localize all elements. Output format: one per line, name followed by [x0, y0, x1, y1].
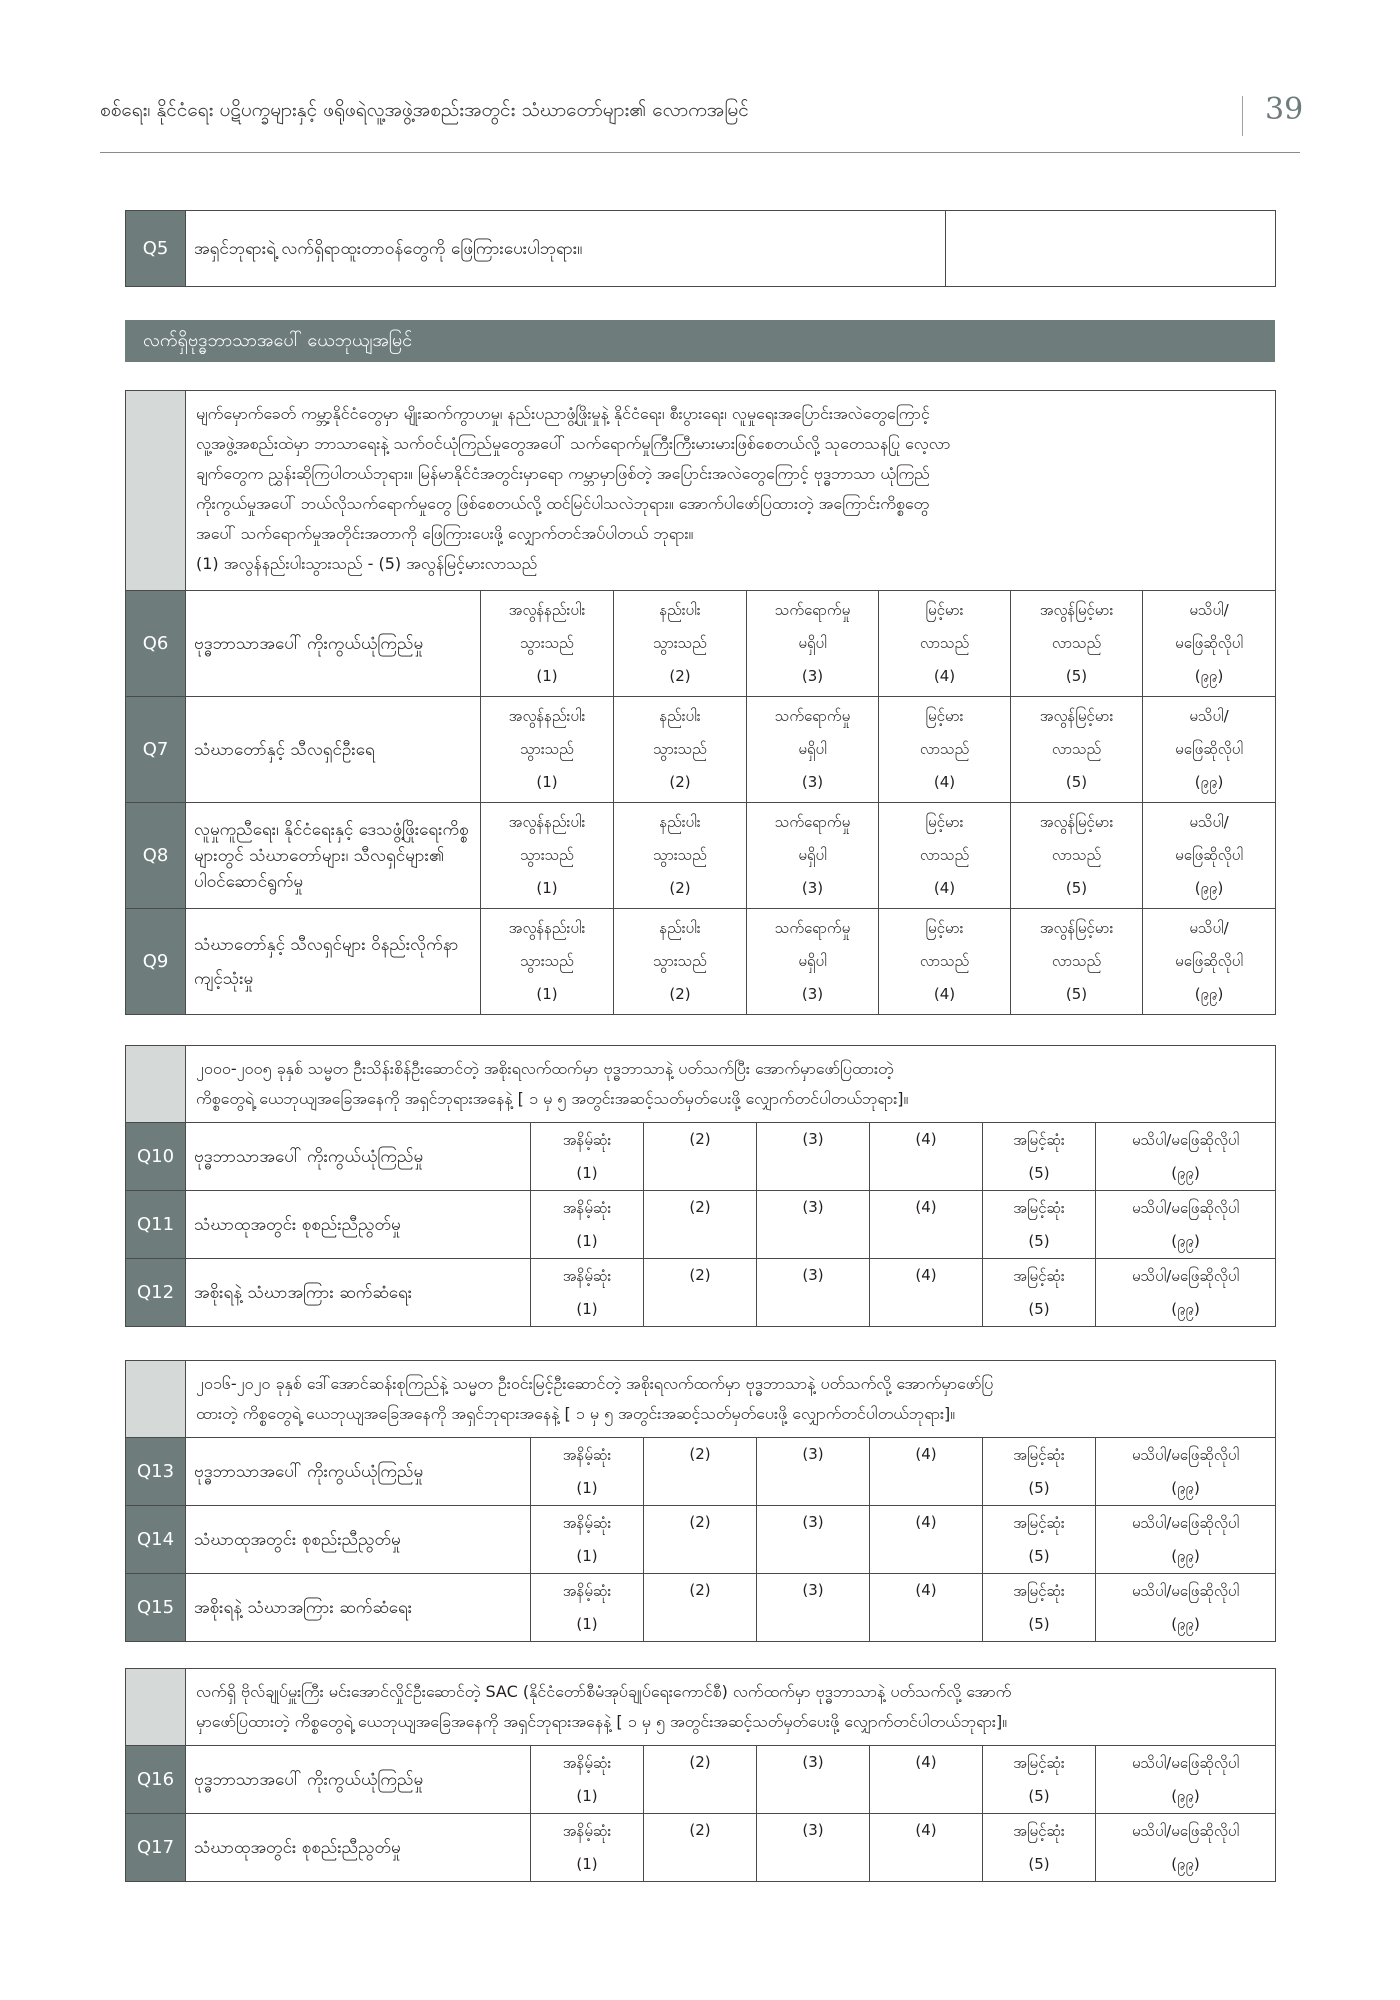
trend-table: [125, 390, 1276, 1015]
option-cell[interactable]: အလွန်မြင့်မား လာသည် (5): [1011, 909, 1143, 1015]
question-id: Q10: [126, 1123, 186, 1191]
question-text: ဗုဒ္ဓဘာသာအပေါ် ကိုးကွယ်ယုံကြည်မှု: [186, 591, 481, 697]
option-cell[interactable]: အလွန်မြင့်မား လာသည် (5): [1011, 803, 1143, 909]
question-text: သံဃာထုအတွင်း စုစည်းညီညွတ်မှု: [186, 1814, 531, 1882]
option-cell[interactable]: မသိပါ/မဖြေဆိုလိုပါ (၉၉): [1096, 1746, 1276, 1814]
intro-line: အပေါ် သက်ရောက်မှုအတိုင်းအတာကို ဖြေကြားပေးဖို့ လျှောက်တင်အပ်ပါတယ် ဘုရား။: [196, 524, 694, 543]
question-id: Q14: [126, 1506, 186, 1574]
intro-line: မှာဖော်ပြထားတဲ့ ကိစ္စတွေရဲ့ ယေဘုယျအခြေအနေကို အရှင်ဘုရားအနေနဲ့ [ ၁ မှ ၅ အတွင်းအဆင့်သတ်မှတ်ပေးဖို့ လျှောက်တင်ပါတယ်ဘုရား]။: [196, 1712, 1008, 1731]
question-id: Q11: [126, 1191, 186, 1259]
intro-line: (1) အလွန်နည်းပါးသွားသည် - (5) အလွန်မြင့်မားလာသည်: [196, 554, 538, 573]
option-cell[interactable]: မသိပါ/ မဖြေဆိုလိုပါ (၉၉): [1143, 697, 1276, 803]
option-cell[interactable]: (4): [870, 1191, 983, 1259]
option-cell[interactable]: မသိပါ/မဖြေဆိုလိုပါ (၉၉): [1096, 1574, 1276, 1642]
option-cell[interactable]: အမြင့်ဆုံး (5): [983, 1746, 1096, 1814]
intro-line: ၂၀၁၆-၂၀၂၀ ခုနှစ် ဒေါ်အောင်ဆန်းစုကြည်နဲ့ သမ္မတ ဦးဝင်းမြင့်ဦးဆောင်တဲ့ အစိုးရလက်ထက်မှာ ဗုဒ္ဓဘာသာနဲ့ ပတ်သက်လို့ အောက်မှာဖော်ပြ: [196, 1374, 994, 1393]
option-cell[interactable]: မသိပါ/မဖြေဆိုလိုပါ (၉၉): [1096, 1814, 1276, 1882]
option-cell[interactable]: အလွန်နည်းပါး သွားသည် (1): [481, 697, 614, 803]
option-cell[interactable]: (3): [757, 1438, 870, 1506]
intro-line: ကိစ္စတွေရဲ့ ယေဘုယျအခြေအနေကို အရှင်ဘုရားအနေနဲ့ [ ၁ မှ ၅ အတွင်းအဆင့်သတ်မှတ်ပေးဖို့ လျှောက်တင်ပါတယ်ဘုရား]။: [196, 1089, 909, 1108]
option-cell[interactable]: မသိပါ/မဖြေဆိုလိုပါ (၉၉): [1096, 1259, 1276, 1327]
question-id: Q15: [126, 1574, 186, 1642]
option-cell[interactable]: မသိပါ/မဖြေဆိုလိုပါ (၉၉): [1096, 1123, 1276, 1191]
intro-line: ၂၀၀၀-၂၀၀၅ ခုနှစ် သမ္မတ ဦးသိန်းစိန်ဦးဆောင်တဲ့ အစိုးရလက်ထက်မှာ ဗုဒ္ဓဘာသာနဲ့ ပတ်သက်ပြီး အောက်မှာဖော်ပြထားတဲ့: [196, 1059, 894, 1078]
option-cell[interactable]: (3): [757, 1123, 870, 1191]
page-number: 39: [1265, 92, 1304, 127]
option-cell[interactable]: (2): [644, 1259, 757, 1327]
option-cell[interactable]: (2): [644, 1814, 757, 1882]
question-text: လူမှုကူညီရေး၊ နိုင်ငံရေးနှင့် ဒေသဖွံ့ဖြိုးရေးကိစ္စများတွင် သံဃာတော်များ၊ သီလရှင်များ၏ ပါဝင်ဆောင်ရွက်မှု: [186, 803, 481, 909]
period3-table: [125, 1668, 1276, 1882]
intro-line: ချက်တွေက ညွှန်းဆိုကြပါတယ်ဘုရား။ မြန်မာနိုင်ငံအတွင်းမှာရော ကမ္ဘာမှာဖြစ်တဲ့ အပြောင်းအလဲတွေကြောင့် ဗုဒ္ဓဘာသာ ယုံကြည်: [196, 464, 930, 483]
answer-field[interactable]: [946, 211, 1276, 287]
question-text: အစိုးရနဲ့ သံဃာအကြား ဆက်ဆံရေး: [186, 1574, 531, 1642]
option-cell[interactable]: သက်ရောက်မှု မရှိပါ (3): [747, 909, 879, 1015]
option-cell[interactable]: (4): [870, 1746, 983, 1814]
option-cell[interactable]: (4): [870, 1259, 983, 1327]
intro-line: လူ့အဖွဲ့အစည်းထဲမှာ ဘာသာရေးနဲ့ သက်ဝင်ယုံကြည်မှုတွေအပေါ် သက်ရောက်မှုကြီးကြီးမားမားဖြစ်စေတယ်လို့ သုတေသနပြု လေ့လာ: [196, 434, 951, 453]
header-divider: [1242, 96, 1243, 136]
question-id: Q12: [126, 1259, 186, 1327]
option-cell[interactable]: အနိမ့်ဆုံး (1): [531, 1438, 644, 1506]
option-cell[interactable]: မသိပါ/ မဖြေဆိုလိုပါ (၉၉): [1143, 591, 1276, 697]
option-cell[interactable]: မြင့်မား လာသည် (4): [879, 803, 1011, 909]
question-text: အစိုးရနဲ့ သံဃာအကြား ဆက်ဆံရေး: [186, 1259, 531, 1327]
running-title: စစ်ရေး၊ နိုင်ငံရေး ပဋိပက္ခများနှင့် ဖရိုဖရဲလူ့အဖွဲ့အစည်းအတွင်း သံဃာတော်များ၏ လောကအမြင်: [100, 99, 749, 121]
option-cell[interactable]: အမြင့်ဆုံး (5): [983, 1506, 1096, 1574]
option-cell[interactable]: (2): [644, 1746, 757, 1814]
option-cell[interactable]: အမြင့်ဆုံး (5): [983, 1814, 1096, 1882]
intro-spacer: [126, 1046, 186, 1123]
option-cell[interactable]: နည်းပါး သွားသည် (2): [614, 909, 747, 1015]
option-cell[interactable]: အလွန်မြင့်မား လာသည် (5): [1011, 697, 1143, 803]
option-cell[interactable]: (4): [870, 1814, 983, 1882]
option-cell[interactable]: အနိမ့်ဆုံး (1): [531, 1123, 644, 1191]
option-cell[interactable]: အလွန်နည်းပါး သွားသည် (1): [481, 591, 614, 697]
option-cell[interactable]: အနိမ့်ဆုံး (1): [531, 1746, 644, 1814]
option-cell[interactable]: (2): [644, 1191, 757, 1259]
intro-spacer: [126, 1669, 186, 1746]
option-cell[interactable]: အလွန်နည်းပါး သွားသည် (1): [481, 909, 614, 1015]
question-text: သံဃာတော်နှင့် သီလရှင်များ ဝိနည်းလိုက်နာကျင့်သုံးမှု: [186, 909, 481, 1015]
option-cell[interactable]: အနိမ့်ဆုံး (1): [531, 1574, 644, 1642]
option-cell[interactable]: သက်ရောက်မှု မရှိပါ (3): [747, 591, 879, 697]
option-cell[interactable]: နည်းပါး သွားသည် (2): [614, 697, 747, 803]
option-cell[interactable]: နည်းပါး သွားသည် (2): [614, 803, 747, 909]
section-heading: လက်ရှိဗုဒ္ဓဘာသာအပေါ် ယေဘုယျအမြင်: [125, 320, 1275, 362]
option-cell[interactable]: (3): [757, 1746, 870, 1814]
option-cell[interactable]: အနိမ့်ဆုံး (1): [531, 1814, 644, 1882]
option-cell[interactable]: (4): [870, 1438, 983, 1506]
intro-line: လက်ရှိ ဗိုလ်ချုပ်မှူးကြီး မင်းအောင်လှိုင်ဦးဆောင်တဲ့ SAC (နိုင်ငံတော်စီမံအုပ်ချုပ်ရေးကောင်စီ) လက်ထက်မှာ ဗုဒ္ဓဘာသာနဲ့ ပတ်သက်လို့ အောက်: [196, 1682, 1012, 1701]
page-header: [100, 92, 1304, 153]
question-text: ဗုဒ္ဓဘာသာအပေါ် ကိုးကွယ်ယုံကြည်မှု: [186, 1123, 531, 1191]
intro-line: ကိုးကွယ်မှုအပေါ် ဘယ်လိုသက်ရောက်မှုတွေ ဖြစ်စေတယ်လို့ ထင်မြင်ပါသလဲဘုရား။ အောက်ပါဖော်ပြထားတဲ့ အကြောင်းကိစ္စတွေ: [196, 494, 930, 513]
question-text: သံဃာထုအတွင်း စုစည်းညီညွတ်မှု: [186, 1506, 531, 1574]
option-cell[interactable]: နည်းပါး သွားသည် (2): [614, 591, 747, 697]
option-cell[interactable]: အနိမ့်ဆုံး (1): [531, 1259, 644, 1327]
option-cell[interactable]: (2): [644, 1506, 757, 1574]
question-text: အရှင်ဘုရားရဲ့ လက်ရှိရာထူးတာဝန်တွေကို ဖြေကြားပေးပါဘုရား။: [186, 211, 946, 287]
option-cell[interactable]: သက်ရောက်မှု မရှိပါ (3): [747, 803, 879, 909]
intro-spacer: [126, 1361, 186, 1438]
period1-table: [125, 1045, 1276, 1327]
intro-line: ထားတဲ့ ကိစ္စတွေရဲ့ ယေဘုယျအခြေအနေကို အရှင်ဘုရားအနေနဲ့ [ ၁ မှ ၅ အတွင်းအဆင့်သတ်မှတ်ပေးဖို့ လျှောက်တင်ပါတယ်ဘုရား]။: [196, 1404, 956, 1423]
option-cell[interactable]: (4): [870, 1123, 983, 1191]
option-cell[interactable]: (3): [757, 1506, 870, 1574]
option-cell[interactable]: မြင့်မား လာသည် (4): [879, 591, 1011, 697]
question-id: Q7: [126, 697, 186, 803]
question-text: ဗုဒ္ဓဘာသာအပေါ် ကိုးကွယ်ယုံကြည်မှု: [186, 1746, 531, 1814]
option-cell[interactable]: မြင့်မား လာသည် (4): [879, 697, 1011, 803]
question-id: Q9: [126, 909, 186, 1015]
question-id: Q17: [126, 1814, 186, 1882]
option-cell[interactable]: (2): [644, 1123, 757, 1191]
option-cell[interactable]: မသိပါ/မဖြေဆိုလိုပါ (၉၉): [1096, 1438, 1276, 1506]
option-cell[interactable]: အနိမ့်ဆုံး (1): [531, 1506, 644, 1574]
option-cell[interactable]: မသိပါ/မဖြေဆိုလိုပါ (၉၉): [1096, 1191, 1276, 1259]
option-cell[interactable]: (3): [757, 1191, 870, 1259]
option-cell[interactable]: အမြင့်ဆုံး (5): [983, 1123, 1096, 1191]
question-id: Q8: [126, 803, 186, 909]
option-cell[interactable]: (2): [644, 1574, 757, 1642]
option-cell[interactable]: သက်ရောက်မှု မရှိပါ (3): [747, 697, 879, 803]
intro-line: မျက်မှောက်ခေတ် ကမ္ဘာ့နိုင်ငံတွေမှာ မျိုးဆက်ကွာဟမှု၊ နည်းပညာဖွံ့ဖြိုးမှုနဲ့ နိုင်ငံရေး၊ စီးပွားရေး၊ လူမှုရေးအပြောင်းအလဲတွေကြောင့်: [196, 404, 930, 423]
intro-spacer: [126, 391, 186, 591]
option-cell[interactable]: အလွန်နည်းပါး သွားသည် (1): [481, 803, 614, 909]
question-text: ဗုဒ္ဓဘာသာအပေါ် ကိုးကွယ်ယုံကြည်မှု: [186, 1438, 531, 1506]
intro-text: [186, 391, 1276, 591]
option-cell[interactable]: အမြင့်ဆုံး (5): [983, 1574, 1096, 1642]
option-cell[interactable]: (4): [870, 1506, 983, 1574]
option-cell[interactable]: အနိမ့်ဆုံး (1): [531, 1191, 644, 1259]
option-cell[interactable]: မသိပါ/မဖြေဆိုလိုပါ (၉၉): [1096, 1506, 1276, 1574]
option-cell[interactable]: (3): [757, 1814, 870, 1882]
option-cell[interactable]: မြင့်မား လာသည် (4): [879, 909, 1011, 1015]
period2-table: [125, 1360, 1276, 1642]
question-text: သံဃာတော်နှင့် သီလရှင်ဦးရေ: [186, 697, 481, 803]
option-cell[interactable]: အမြင့်ဆုံး (5): [983, 1259, 1096, 1327]
question-text: သံဃာထုအတွင်း စုစည်းညီညွတ်မှု: [186, 1191, 531, 1259]
option-cell[interactable]: မသိပါ/ မဖြေဆိုလိုပါ (၉၉): [1143, 803, 1276, 909]
intro-text: [186, 1046, 1276, 1123]
intro-text: [186, 1669, 1276, 1746]
question-id: Q13: [126, 1438, 186, 1506]
option-cell[interactable]: မသိပါ/ မဖြေဆိုလိုပါ (၉၉): [1143, 909, 1276, 1015]
intro-text: [186, 1361, 1276, 1438]
option-cell[interactable]: (3): [757, 1574, 870, 1642]
option-cell[interactable]: (2): [644, 1438, 757, 1506]
question-id: Q16: [126, 1746, 186, 1814]
option-cell[interactable]: အမြင့်ဆုံး (5): [983, 1191, 1096, 1259]
question-id: Q6: [126, 591, 186, 697]
option-cell[interactable]: (4): [870, 1574, 983, 1642]
option-cell[interactable]: အလွန်မြင့်မား လာသည် (5): [1011, 591, 1143, 697]
option-cell[interactable]: အမြင့်ဆုံး (5): [983, 1438, 1096, 1506]
q5-table: [125, 210, 1276, 287]
question-id: Q5: [126, 211, 186, 287]
option-cell[interactable]: (3): [757, 1259, 870, 1327]
